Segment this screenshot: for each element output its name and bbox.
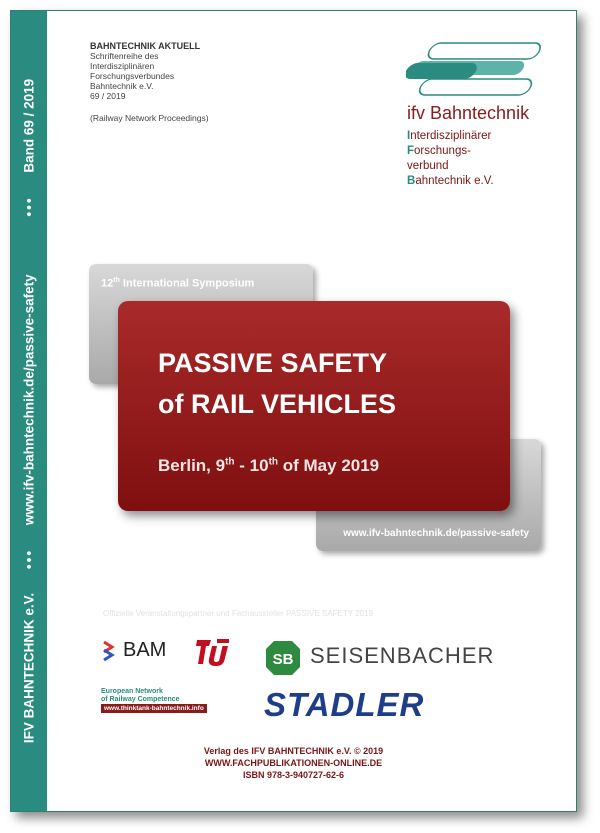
spine-separator: ••• (21, 196, 37, 217)
title-line-2: of RAIL VEHICLES (158, 389, 397, 419)
enrc-logo: European Network of Railway Competence (101, 688, 180, 703)
seisenbacher-name: SEISENBACHER (310, 643, 495, 668)
series-line: Bahntechnik e.V. (90, 81, 154, 91)
isbn: ISBN 978-3-940727-62-6 (242, 770, 345, 780)
symposium-label: 12th International Symposium (101, 277, 255, 290)
publisher-line: Verlag des IFV BAHNTECHNIK e.V. © 2019 (203, 746, 384, 756)
stadler-logo: STADLER (264, 686, 425, 723)
ifv-logo-icon (406, 41, 556, 101)
ifv-name: ifv Bahntechnik (407, 103, 530, 123)
bam-logo: BAM (101, 639, 166, 662)
seisenbacher-logo-icon (264, 639, 302, 677)
series-info (90, 41, 290, 123)
title-box (118, 301, 510, 511)
spine-band: Band 69 / 2019 (21, 78, 37, 173)
tu-berlin-logo-icon (195, 637, 231, 667)
bam-icon (101, 640, 119, 662)
spine-url: www.ifv-bahntechnik.de/passive-safety (21, 274, 37, 526)
book-cover (10, 10, 577, 812)
enrc-url: www.thinktank-bahntechnik.info (101, 704, 207, 713)
partners-caption: Offizielle Veranstaltungspartner und Fachaussteller PASSIVE SAFETY 2019 (103, 609, 373, 618)
ifv-subtitle: Interdisziplinärer Forschungs- verbund Bahntechnik e.V. (407, 130, 494, 187)
spine (11, 11, 47, 811)
series-line: Interdisziplinären (90, 61, 155, 71)
symposium-url: www.ifv-bahntechnik.de/passive-safety (343, 528, 529, 539)
series-title: BAHNTECHNIK AKTUELL (90, 41, 201, 51)
event-date: Berlin, 9th - 10th of May 2019 (158, 456, 380, 475)
spine-separator: ••• (21, 548, 37, 570)
svg-text:SB: SB (272, 651, 294, 668)
series-line: Forschungsverbundes (90, 71, 175, 81)
spine-publisher: IFV BAHNTECHNIK e.V. (21, 592, 37, 744)
series-line: Schriftenreihe des (90, 51, 159, 61)
spine-text (22, 79, 37, 743)
title-line-1: PASSIVE SAFETY (158, 348, 388, 378)
publisher-website: WWW.FACHPUBLIKATIONEN-ONLINE.DE (204, 758, 383, 768)
series-line: 69 / 2019 (90, 91, 126, 101)
series-note: (Railway Network Proceedings) (90, 113, 209, 123)
